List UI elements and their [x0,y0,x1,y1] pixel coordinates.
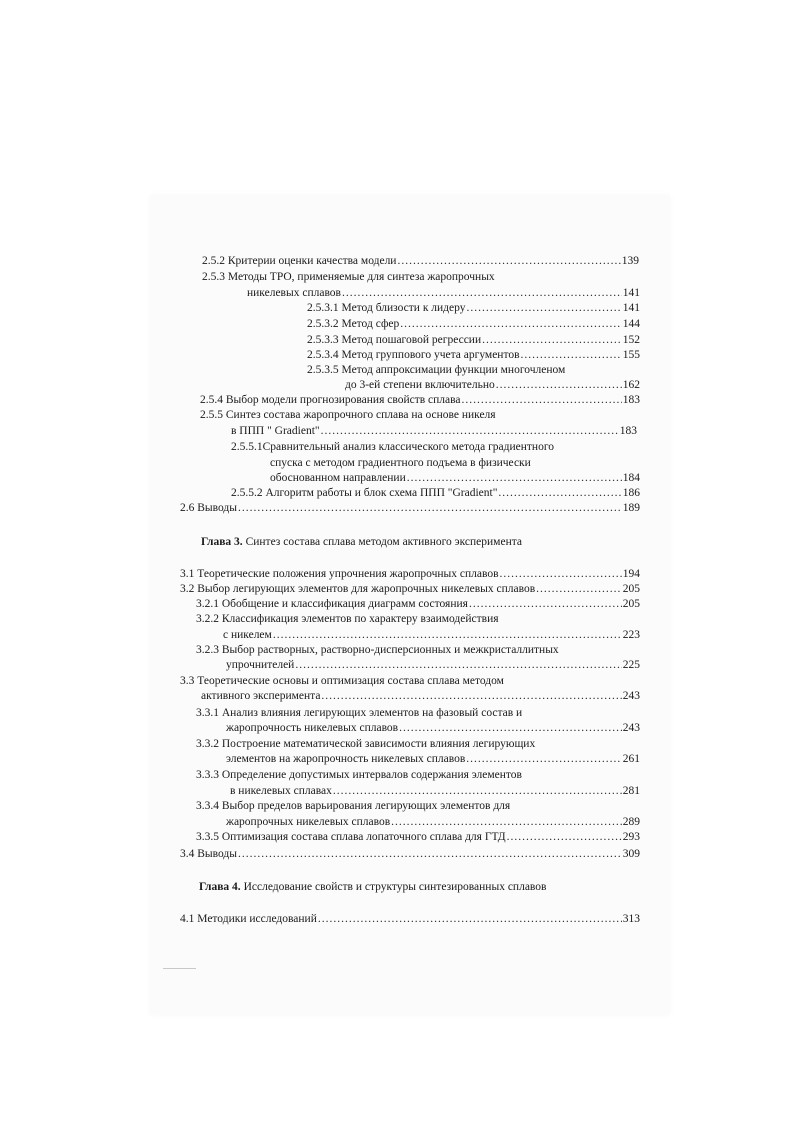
toc-entry-3-3-4-cont: жаропрочных никелевых сплавов ..... 289 [226,815,640,829]
toc-entry-3-4: 3.4 Выводы ..... 309 [180,847,640,861]
toc-entry-2-5-3-cont: никелевых сплавов ..... 141 [247,286,640,300]
chapter-3-title: Синтез состава сплава методом активного эксперимента [242,536,522,548]
toc-entry-2-5-3-2: 2.5.3.2 Метод сфер ..... 144 [307,317,640,331]
toc-entry-4-1: 4.1 Методики исследований ..... 313 [180,912,640,926]
toc-entry-3-2-2-cont: с никелем ..... 223 [223,628,640,642]
toc-entry-3-3-2: 3.3.2 Построение математической зависимости влияния легирующих [196,738,536,750]
toc-entry-2-5-3-5: 2.5.3.5 Метод аппроксимации функции многочленом [307,364,566,376]
toc-entry-3-3-cont: активного эксперимента ..... 243 [201,689,640,703]
toc-entry-3-2: 3.2 Выбор легирующих элементов для жаропрочных никелевых сплавов ..... 205 [180,582,640,596]
chapter-3-heading [201,535,522,549]
chapter-4-title: Исследование свойств и структуры синтезированных сплавов [240,881,547,893]
toc-entry-2-5-5-1-cont2: обоснованном направлении ..... 184 [270,471,640,485]
toc-entry-2-5-5-1-cont: спуска с методом градиентного подъема в физически [270,457,531,469]
toc-entry-3-1: 3.1 Теоретические положения упрочнения жаропрочных сплавов ..... 194 [180,567,640,581]
toc-entry-2-5-5: 2.5.5 Синтез состава жаропрочного сплава на основе никеля [200,409,496,421]
toc-entry-2-5-2: 2.5.2 Критерии оценки качества модели ..... 139 [202,254,639,268]
toc-entry-2-5-5-cont: в ППП " Gradient" ..... 183 [231,424,637,438]
toc-entry-3-3-3-cont: в никелевых сплавах ..... 281 [230,784,640,798]
toc-entry-3-3-1-cont: жаропрочность никелевых сплавов ..... 243 [226,721,640,735]
toc-entry-3-3-3: 3.3.3 Определение допустимых интервалов содержания элементов [196,769,522,781]
toc-entry-2-5-4: 2.5.4 Выбор модели прогнозирования свойств сплава ..... 183 [200,393,640,407]
toc-entry-3-3-1: 3.3.1 Анализ влияния легирующих элементов на фазовый состав и [196,707,523,719]
scan-mark [163,968,196,969]
toc-entry-3-3: 3.3 Теоретические основы и оптимизация состава сплава методом [180,675,504,687]
chapter-4-label: Глава 4. [199,881,241,893]
toc-entry-2-5-5-1: 2.5.5.1Сравнительный анализ классического метода градиентного [231,441,555,453]
toc-entry-3-2-1: 3.2.1 Обобщение и классификация диаграмм состояния ..... 205 [196,597,640,611]
toc-entry-2-5-3-4: 2.5.3.4 Метод группового учета аргументов ..... 155 [307,348,640,362]
toc-entry-2-6: 2.6 Выводы ..... 189 [180,501,640,515]
toc-entry-3-2-2: 3.2.2 Классификация элементов по характеру взаимодействия [196,613,499,625]
toc-entry-3-2-3-cont: упрочнителей ..... 225 [226,658,640,672]
toc-entry-2-5-3-5-cont: до 3-ей степени включительно ..... 162 [345,378,640,392]
toc-entry-3-3-2-cont: элементов на жаропрочность никелевых сплавов ..... 261 [226,752,640,766]
chapter-4-heading [199,880,546,894]
chapter-3-label: Глава 3. [201,536,243,548]
toc-entry-2-5-3-1: 2.5.3.1 Метод близости к лидеру ..... 141 [307,301,640,315]
toc-entry-3-3-4: 3.3.4 Выбор пределов варьирования легирующих элементов для [196,800,511,812]
toc-entry-2-5-5-2: 2.5.5.2 Алгоритм работы и блок схема ППП "Gradient" ..... 186 [231,486,640,500]
toc-entry-3-3-5: 3.3.5 Оптимизация состава сплава лопаточного сплава для ГТД ..... 293 [196,830,640,844]
toc-entry-2-5-3-3: 2.5.3.3 Метод пошаговой регрессии ..... 152 [307,333,640,347]
toc-entry-2-5-3: 2.5.3 Методы ТРО, применяемые для синтеза жаропрочных [202,271,495,283]
toc-entry-3-2-3: 3.2.3 Выбор растворных, растворно-дисперсионных и межкристаллитных [196,644,559,656]
